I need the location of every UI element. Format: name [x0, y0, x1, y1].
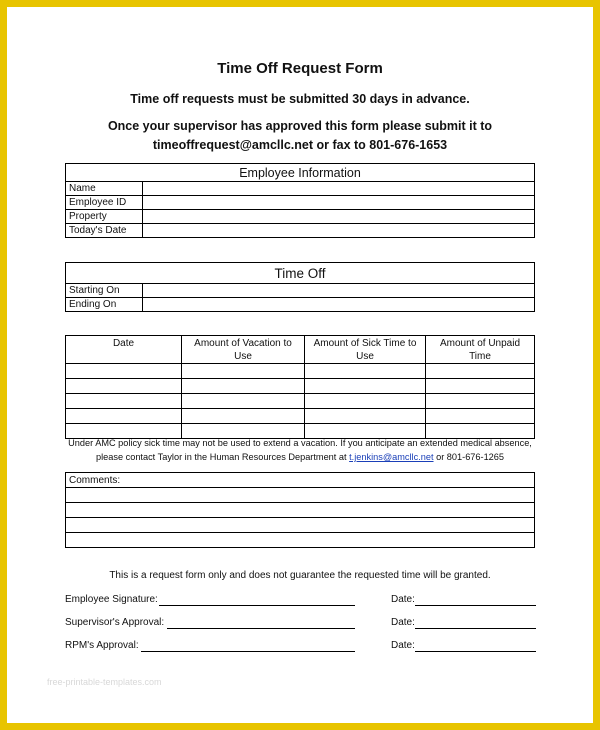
supervisor-date-line[interactable] — [415, 628, 536, 629]
employee-id-field[interactable] — [143, 196, 535, 210]
todays-date-field[interactable] — [143, 224, 535, 238]
supervisor-approval-label: Supervisor's Approval: — [65, 617, 165, 628]
name-field[interactable] — [143, 182, 535, 196]
table-cell[interactable] — [426, 364, 535, 379]
employee-date-line[interactable] — [415, 605, 536, 606]
column-header-unpaid-time: Amount of Unpaid Time — [426, 336, 535, 364]
table-row — [66, 394, 535, 409]
comments-field[interactable] — [66, 533, 535, 548]
field-label-property: Property — [66, 210, 143, 224]
policy-note-prefix: please contact Taylor in the Human Resources Department at — [95, 452, 347, 462]
rpm-approval-line[interactable] — [141, 651, 355, 652]
field-label-name: Name — [66, 182, 143, 196]
date-label: Date: — [391, 594, 415, 605]
form-page — [7, 7, 593, 723]
comments-label: Comments: — [66, 473, 535, 488]
table-cell[interactable] — [66, 379, 182, 394]
property-field[interactable] — [143, 210, 535, 224]
comments-table — [65, 472, 535, 548]
instruction-line-2: timeoffrequest@amcllc.net or fax to 801-676-1653 — [152, 138, 448, 152]
disclaimer: This is a request form only and does not guarantee the requested time will be granted. — [109, 570, 491, 581]
table-row — [66, 364, 535, 379]
ending-on-field[interactable] — [143, 298, 535, 312]
instruction-line-1: Once your supervisor has approved this form please submit it to — [107, 119, 493, 133]
time-off-table — [65, 262, 535, 312]
table-cell[interactable] — [426, 394, 535, 409]
employee-signature-label: Employee Signature: — [65, 594, 158, 605]
date-label: Date: — [391, 617, 415, 628]
table-cell[interactable] — [182, 379, 305, 394]
table-row — [66, 409, 535, 424]
table-cell[interactable] — [182, 409, 305, 424]
supervisor-approval-line[interactable] — [167, 628, 355, 629]
policy-note-line-1: Under AMC policy sick time may not be used to extend a vacation. If you anticipate an extended medical absence, — [68, 438, 532, 448]
table-row — [66, 379, 535, 394]
comments-field[interactable] — [66, 488, 535, 503]
form-title: Time Off Request Form — [217, 60, 383, 77]
form-subtitle: Time off requests must be submitted 30 days in advance. — [130, 92, 470, 106]
table-cell[interactable] — [305, 379, 426, 394]
table-cell[interactable] — [66, 364, 182, 379]
time-off-header: Time Off — [66, 263, 535, 284]
field-label-todays-date: Today's Date — [66, 224, 143, 238]
rpm-date-line[interactable] — [415, 651, 536, 652]
starting-on-field[interactable] — [143, 284, 535, 298]
field-label-employee-id: Employee ID — [66, 196, 143, 210]
table-cell[interactable] — [426, 379, 535, 394]
employee-signature-line[interactable] — [159, 605, 355, 606]
field-label-starting-on: Starting On — [66, 284, 143, 298]
date-label: Date: — [391, 640, 415, 651]
hr-email-link[interactable]: t.jenkins@amcllc.net — [349, 452, 434, 462]
table-cell[interactable] — [305, 409, 426, 424]
table-cell[interactable] — [182, 364, 305, 379]
table-cell[interactable] — [305, 394, 426, 409]
employee-info-header: Employee Information — [66, 164, 535, 182]
table-cell[interactable] — [182, 394, 305, 409]
table-cell[interactable] — [305, 364, 426, 379]
policy-note-line-2 — [7, 450, 593, 464]
column-header-date: Date — [66, 336, 182, 364]
comments-field[interactable] — [66, 518, 535, 533]
field-label-ending-on: Ending On — [66, 298, 143, 312]
column-header-vacation: Amount of Vacation to Use — [182, 336, 305, 364]
column-header-sick-time: Amount of Sick Time to Use — [305, 336, 426, 364]
policy-note-suffix: or 801-676-1265 — [436, 452, 505, 462]
amounts-table — [65, 335, 535, 439]
watermark: free-printable-templates.com — [47, 677, 162, 687]
table-cell[interactable] — [66, 394, 182, 409]
rpm-approval-label: RPM's Approval: — [65, 640, 139, 651]
comments-field[interactable] — [66, 503, 535, 518]
table-cell[interactable] — [66, 409, 182, 424]
table-cell[interactable] — [426, 409, 535, 424]
employee-info-table — [65, 163, 535, 238]
